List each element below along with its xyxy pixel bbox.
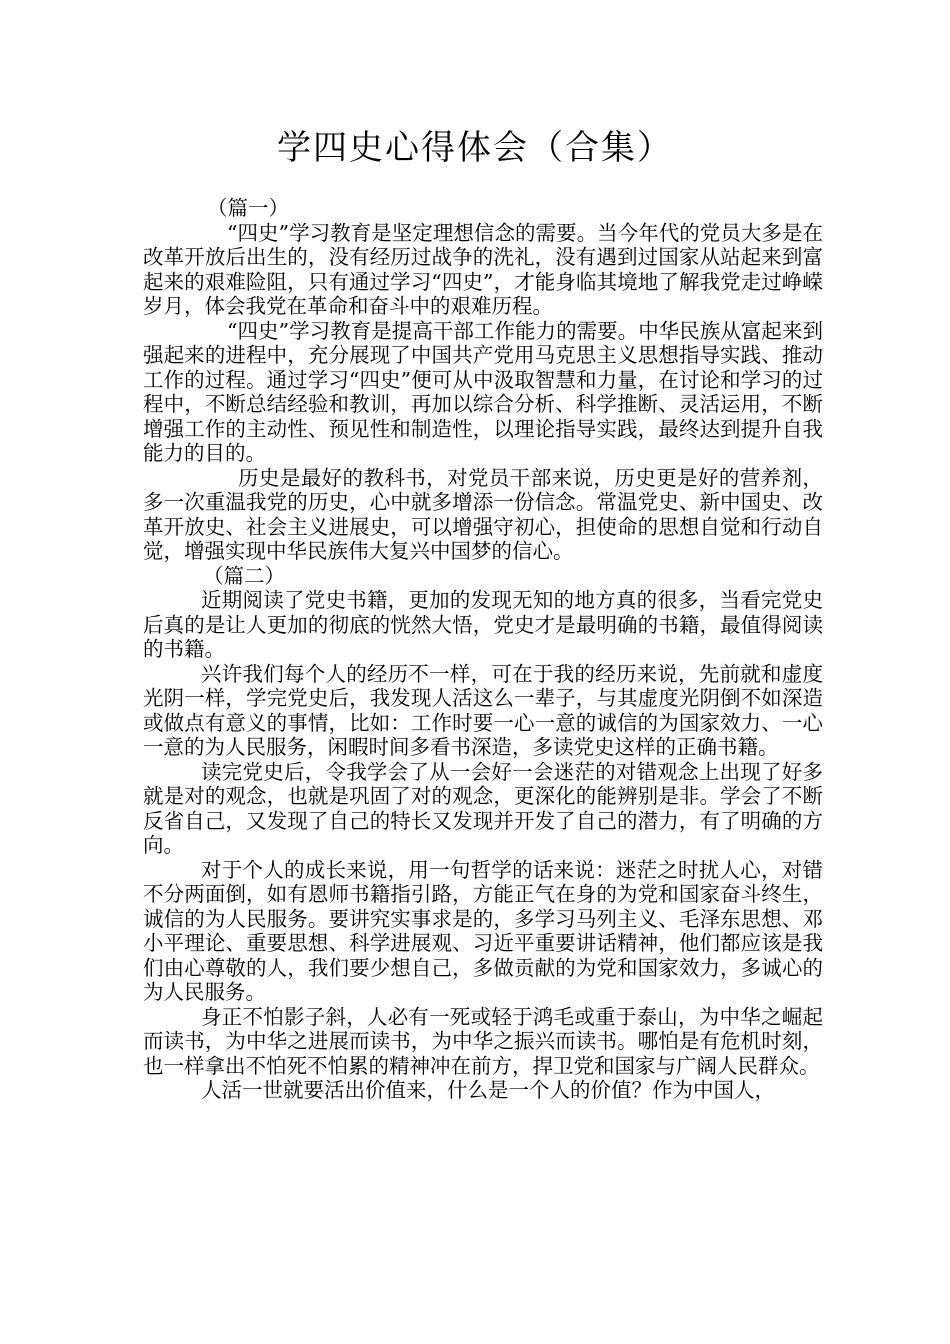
paragraph: 近期阅读了党史书籍，更加的发现无知的地方真的很多，当看完党史后真的是让人更加的彻底的恍然大悟，党史才是最明确的书籍，最值得阅读的书籍。 [143, 588, 823, 661]
paragraph: 对于个人的成长来说，用一句哲学的话来说：迷茫之时扰人心，对错不分两面倒，如有恩师书籍指引路，方能正气在身的为党和国家奋斗终生，诚信的为人民服务。要讲究实事求是的，多学习马列主义、毛泽东思想、邓小平理论、重要思想、科学进展观、习近平重要讲话精神，他们都应该是我们由心尊敬的人，我们要少想自己，多做贡献的为党和国家效力，多诚心的为人民服务。 [143, 857, 823, 1004]
paragraph: “四史”学习教育是提高干部工作能力的需要。中华民族从富起来到强起来的进程中，充分展现了中国共产党用马克思主义思想指导实践、推动工作的过程。通过学习“四史”便可从中汲取智慧和力量，在讨论和学习的过程中，不断总结经验和教训，再加以综合分析、科学推断、灵活运用，不断增强工作的主动性、预见性和制造性，以理论指导实践，最终达到提升自我能力的目的。 [143, 318, 823, 465]
paragraph: 历史是最好的教科书，对党员干部来说，历史更是好的营养剂，多一次重温我党的历史，心中就多增添一份信念。常温党史、新中国史、改革开放史、社会主义进展史，可以增强守初心，担使命的思想自觉和行动自觉，增强实现中华民族伟大复兴中国梦的信心。 [143, 465, 823, 563]
section-heading-part2: （篇二） [203, 563, 285, 588]
paragraph: 人活一世就要活出价值来，什么是一个人的价值？作为中国人， [201, 1078, 775, 1102]
document-title: 学四史心得体会（合集） [277, 128, 673, 168]
section-heading-part1: （篇一） [207, 196, 289, 220]
document-body [143, 196, 823, 1103]
paragraph: 身正不怕影子斜，人必有一死或轻于鸿毛或重于泰山，为中华之崛起而读书，为中华之进展而读书，为中华之振兴而读书。哪怕是有危机时刻，也一样拿出不怕死不怕累的精神冲在前方，捍卫党和国家与广阔人民群众。 [143, 1004, 823, 1078]
paragraph: 读完党史后，令我学会了从一会好一会迷茫的对错观念上出现了好多就是对的观念，也就是巩固了对的观念，更深化的能辨别是非。学会了不断反省自己，又发现了自己的特长又发现并开发了自己的潜力，有了明确的方向。 [143, 759, 823, 857]
paragraph: 兴许我们每个人的经历不一样，可在于我的经历来说，先前就和虚度光阴一样，学完党史后，我发现人活这么一辈子，与其虚度光阴倒不如深造或做点有意义的事情，比如：工作时要一心一意的诚信的为国家效力、一心一意的为人民服务，闲暇时间多看书深造，多读党史这样的正确书籍。 [143, 661, 823, 759]
paragraph: “四史”学习教育是坚定理想信念的需要。当今年代的党员大多是在改革开放后出生的，没有经历过战争的洗礼，没有遇到过国家从站起来到富起来的艰难险阻，只有通过学习“四史”，才能身临其境地了解我党走过峥嵘岁月，体会我党在革命和奋斗中的艰难历程。 [143, 220, 823, 318]
